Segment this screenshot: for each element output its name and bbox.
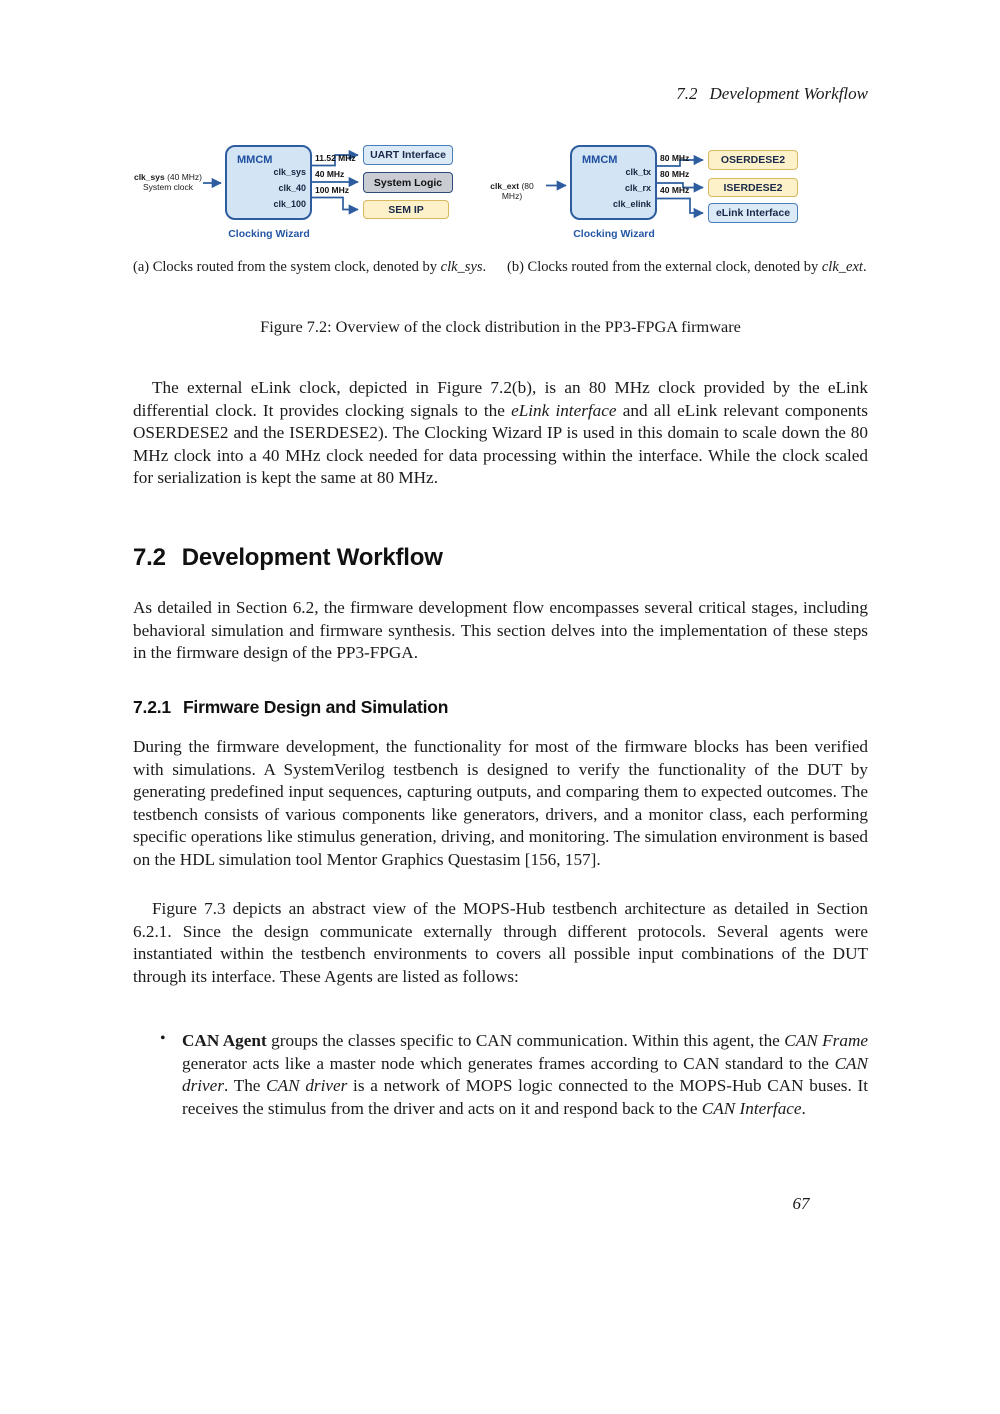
paragraph-elink-clock: The external eLink clock, depicted in Figure 7.2(b), is an 80 MHz clock provided by the eLink differential clock. It provides clocking signals to the eLink interface and all eLink relevant components OSERDESE2 and the ISERDESE2). The Clocking Wizard IP is used in this domain to scale down the 80 MHz clock into a 40 MHz clock needed for data processing within the interface. While the clock scaled for serialization is kept the same at 80 MHz. <box>133 378 868 488</box>
port-clk-elink: clk_elink <box>612 199 651 209</box>
running-header <box>133 84 868 104</box>
page-number: 67 <box>792 1194 810 1213</box>
subsection-number: 7.2.1 <box>133 697 171 717</box>
subcaptions-row <box>133 257 868 278</box>
subsection-heading <box>133 697 448 718</box>
port-clk-rx: clk_rx <box>624 183 651 193</box>
input-clock-name: clk_sys <box>133 172 165 182</box>
figure-7-2a-diagram <box>133 140 473 252</box>
paragraph-section-intro: As detailed in Section 6.2, the firmware development flow encompasses several critical stages, including behavioral simulation and firmware synthesis. This section delves into the implementation of these steps in the firmware design of the PP3-FPGA. <box>133 598 868 663</box>
target-elink-interface: eLink Interface <box>708 203 798 223</box>
mmcm-title: MMCM <box>582 154 618 166</box>
freq-label: 40 MHz <box>660 185 690 195</box>
paragraph-firmware-simulation: During the firmware development, the functionality for most of the firmware blocks has been verified with simulations. A SystemVerilog testbench is designed to verify the functionality of the DUT by generating predefined input sequences, capturing outputs, and comparing them to expected outcomes. The testbench consists of various components like generators, drivers, and a monitor class, each performing specific operations like stimulus generation, driving, and monitoring. The simulation environment is based on the HDL simulation tool Mentor Graphics Questasim [156, 157]. <box>133 737 868 869</box>
caption-a: (a) Clocks routed from the system clock, denoted by clk_sys. <box>133 259 487 275</box>
bullet-icon: • <box>160 1030 166 1047</box>
mmcm-block <box>570 145 657 220</box>
list-item-can-agent <box>160 1030 868 1120</box>
input-clock-label <box>133 172 203 192</box>
running-header-number: 7.2 <box>676 84 698 103</box>
section-title: Development Workflow <box>181 544 443 571</box>
section-number: 7.2 <box>133 544 166 571</box>
figure-7-2b-diagram <box>478 140 818 252</box>
freq-label: 11.52 MHz <box>315 153 356 163</box>
port-clk-tx: clk_tx <box>625 167 651 177</box>
paragraph-testbench-agents: Figure 7.3 depicts an abstract view of the MOPS-Hub testbench architecture as detailed in Section 6.2.1. Since the design communicate externally through different protocols. Several agents were instantiated within the testbench environments to covers all possible input combinations of the DUT through its interface. These Agents are listed as follows: <box>133 899 868 986</box>
section-heading <box>133 544 443 572</box>
port-clk-100: clk_100 <box>273 199 306 209</box>
input-clock-name: clk_ext <box>490 181 520 191</box>
target-system-logic: System Logic <box>363 172 453 193</box>
input-clock-freq: (80 MHz) <box>501 181 534 201</box>
freq-label: 100 MHz <box>315 185 350 195</box>
wire-clk-100 <box>312 198 358 210</box>
running-header-title: Development Workflow <box>709 84 868 103</box>
target-sem-ip: SEM IP <box>363 200 449 219</box>
bullet-text: CAN Agent groups the classes specific to CAN communication. Within this agent, the CAN Frame generator acts like a master node which generates frames according to CAN standard to the CAN driver. The CAN driver is a network of MOPS logic connected to the MOPS-Hub CAN buses. It receives the stimulus from the driver and acts on it and respond back to the CAN Interface. <box>182 1031 869 1118</box>
input-clock-freq: (40 MHz) <box>164 172 203 182</box>
clocking-wizard-label: Clocking Wizard <box>228 228 310 240</box>
mmcm-title: MMCM <box>237 154 273 166</box>
mmcm-block <box>225 145 312 220</box>
wire-clk-elink <box>657 199 703 214</box>
input-clock-label <box>480 181 544 201</box>
caption-b: (b) Clocks routed from the external clock, denoted by clk_ext. <box>507 259 867 275</box>
port-clk-40: clk_40 <box>278 183 306 193</box>
port-clk-sys: clk_sys <box>273 167 306 177</box>
target-iserdese2: ISERDESE2 <box>708 178 798 197</box>
input-clock-sub: System clock <box>142 182 194 192</box>
freq-label: 80 MHz <box>660 153 690 163</box>
clocking-wizard-label: Clocking Wizard <box>573 228 655 240</box>
subsection-title: Firmware Design and Simulation <box>182 697 449 717</box>
target-uart-interface: UART Interface <box>363 145 453 165</box>
freq-label: 40 MHz <box>315 169 345 179</box>
figure-caption: Figure 7.2: Overview of the clock distribution in the PP3-FPGA firmware <box>260 317 741 336</box>
freq-label: 80 MHz <box>660 169 690 179</box>
target-oserdese2: OSERDESE2 <box>708 150 798 170</box>
